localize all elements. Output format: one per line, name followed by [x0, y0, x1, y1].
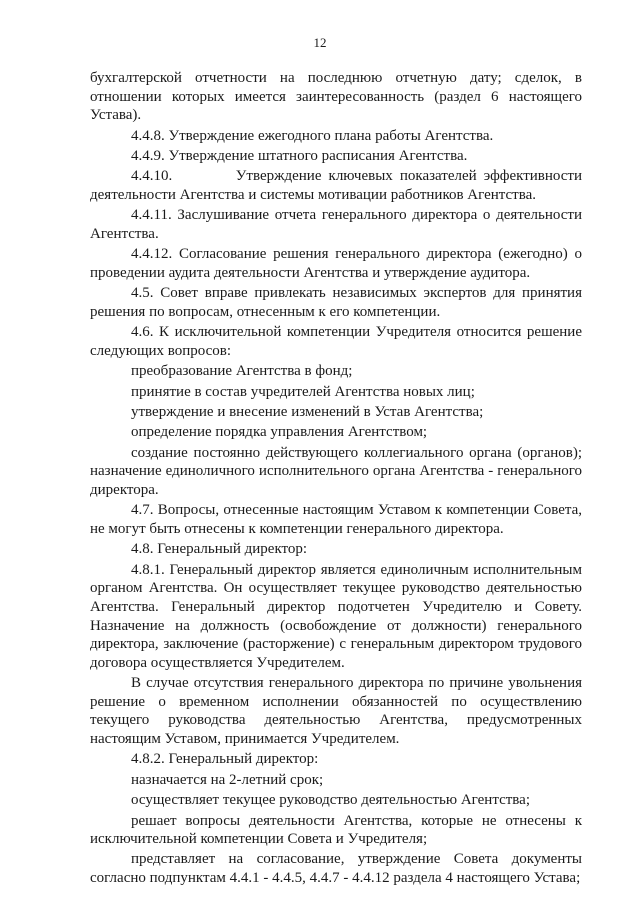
- list-item-new-founders: принятие в состав учредителей Агентства новых лиц;: [131, 383, 475, 400]
- paragraph-4-8-1: 4.8.1. Генеральный директор является единоличным исполнительным органом Агентства. Он осуществляет текущее руководство деятельностью Агентства. Генеральный директор подотчетен Учредителю и Совету. Назначение на должность (освобождение от должности) генерального директора, заключение (расторжение) с генеральным директором трудового договора осуществляется Учредителем.: [90, 561, 582, 671]
- paragraph-4-8-2: 4.8.2. Генеральный директор:: [131, 751, 319, 768]
- list-item-collegial-body: создание постоянно действующего коллегиального органа (органов); назначение единоличного исполнительного органа Агентства - генерального директора.: [90, 444, 582, 499]
- paragraph-continuation: бухгалтерской отчетности на последнюю отчетную дату; сделок, в отношении которых имеется заинтересованность (раздел 6 настоящего Устава).: [90, 70, 582, 124]
- paragraph-4-6: 4.6. К исключительной компетенции Учредителя относится решение следующих вопросов:: [90, 324, 582, 359]
- list-item-current-management: осуществляет текущее руководство деятельностью Агентства;: [131, 792, 530, 809]
- list-item-submits-documents: представляет на согласование, утверждение Совета документы согласно подпунктам 4.4.1 - 4.4.5, 4.4.7 - 4.4.12 раздела 4 настоящего Устава;: [90, 851, 582, 887]
- paragraph-4-4-8: 4.4.8. Утверждение ежегодного плана работы Агентства.: [131, 127, 494, 144]
- paragraph-4-7: 4.7. Вопросы, отнесенные настоящим Уставом к компетенции Совета, не могут быть отнесены к компетенции генерального директора.: [90, 502, 582, 538]
- page-number: 12: [313, 35, 327, 50]
- list-item-transformation: преобразование Агентства в фонд;: [131, 363, 353, 380]
- paragraph-4-4-10: 4.4.10. Утверждение ключевых показателей эффективности деятельности Агентства и системы мотивации работников Агентства.: [90, 168, 582, 203]
- paragraph-4-5: 4.5. Совет вправе привлекать независимых экспертов для принятия решения по вопросам, отнесенным к его компетенции.: [90, 285, 582, 320]
- list-item-term: назначается на 2-летний срок;: [131, 771, 324, 788]
- list-item-management-order: определение порядка управления Агентством;: [131, 424, 428, 441]
- list-item-decides-issues: решает вопросы деятельности Агентства, которые не отнесены к исключительной компетенции Совета и Учредителя;: [90, 812, 582, 848]
- paragraph-4-4-11: 4.4.11. Заслушивание отчета генерального директора о деятельности Агентства.: [90, 207, 582, 242]
- paragraph-4-8: 4.8. Генеральный директор:: [131, 541, 308, 558]
- paragraph-4-4-12: 4.4.12. Согласование решения генерального директора (ежегодно) о проведении аудита деятельности Агентства и утверждение аудитора.: [90, 246, 582, 281]
- paragraph-absence-director: В случае отсутствия генерального директора по причине увольнения решение о временном исполнении обязанностей по осуществлению текущего руководства деятельностью Агентства, предусмотренных настоящим Уставом, принимается Учредителем.: [90, 675, 582, 747]
- document-body: [90, 69, 582, 889]
- list-item-charter-changes: утверждение и внесение изменений в Устав Агентства;: [131, 404, 484, 421]
- paragraph-4-4-9: 4.4.9. Утверждение штатного расписания Агентства.: [131, 147, 468, 164]
